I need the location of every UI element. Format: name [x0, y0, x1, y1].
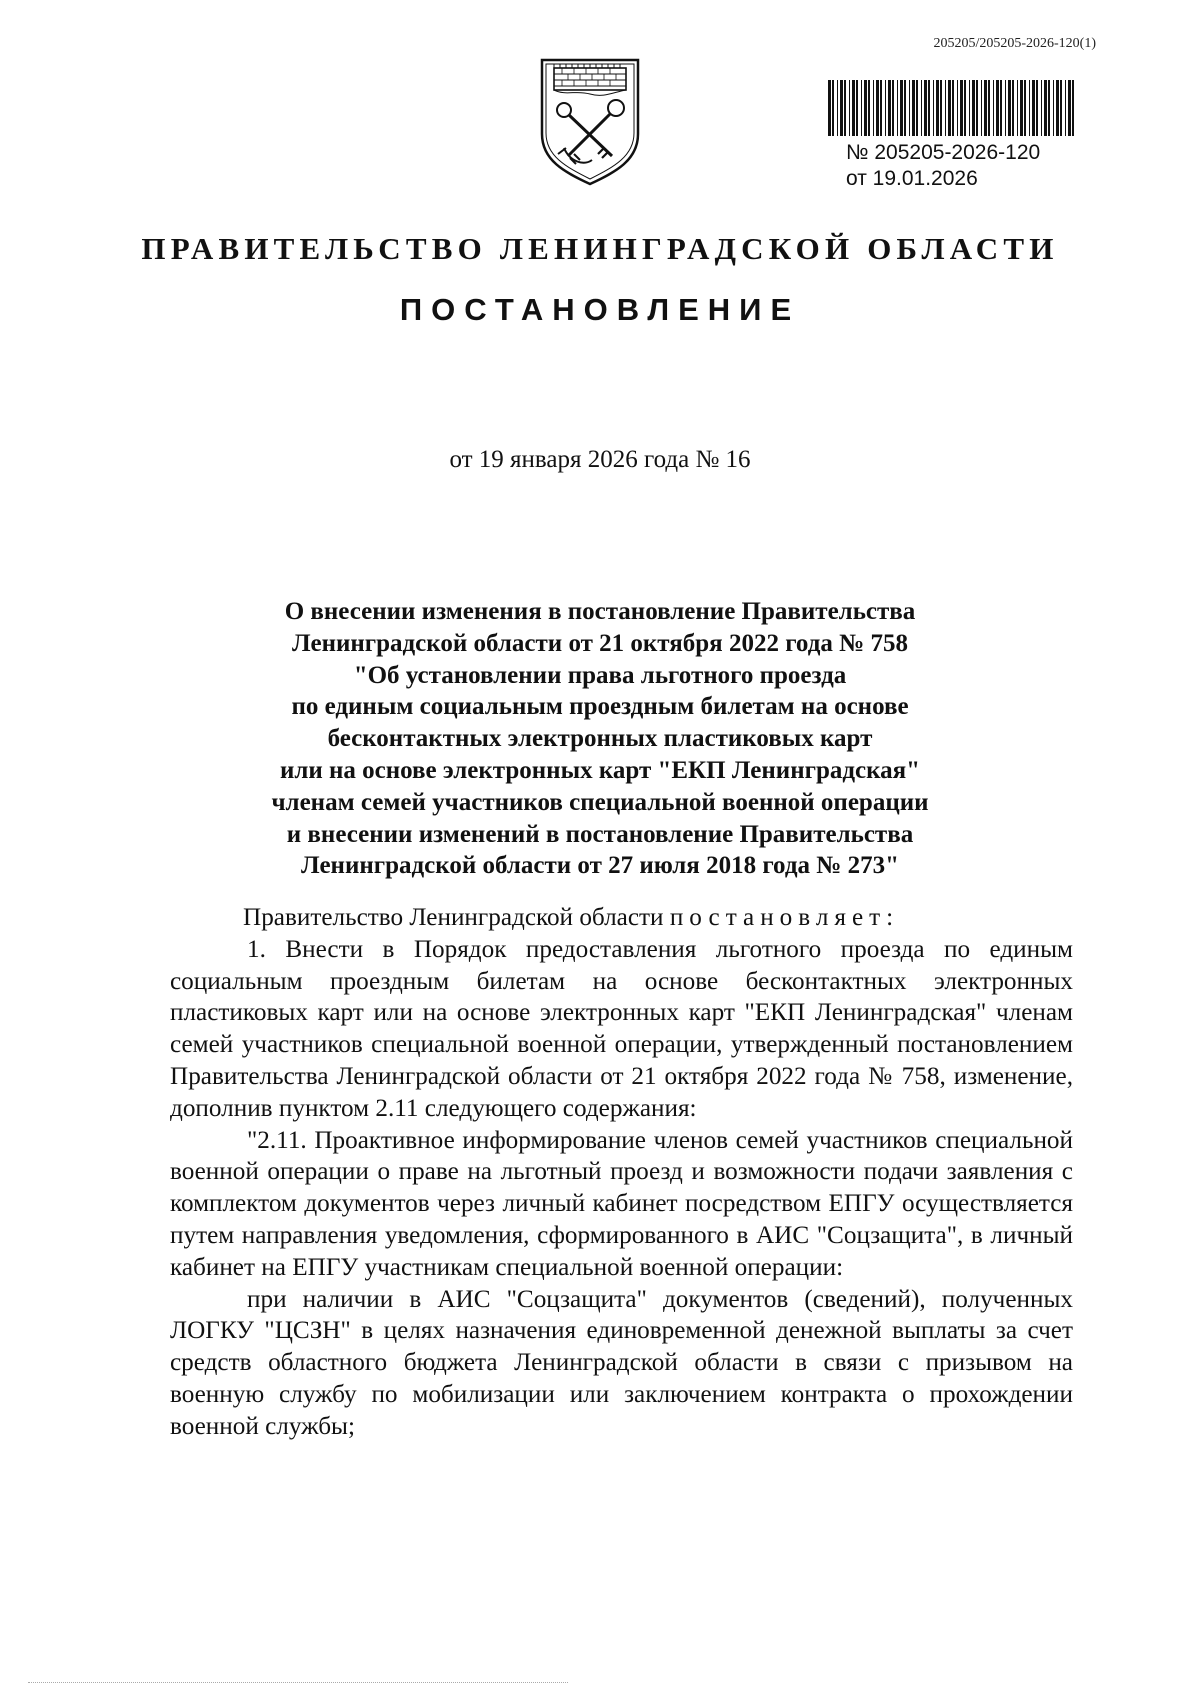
registration-number: № 205205-2026-120	[846, 141, 1041, 164]
paragraph-sub-item: при наличии в АИС "Соцзащита" документов (сведений), полученных ЛОГКУ "ЦСЗН" в целях назначения единовременной денежной выплаты за счет средств областного бюджета Ленинградской области в связи с призывом на военную службу по мобилизации или заключением контракта о прохождении военной службы;	[170, 1285, 1073, 1440]
subject-line: членам семей участников специальной военной операции	[271, 788, 929, 816]
intro-paragraph	[170, 902, 1073, 934]
subject-line: О внесении изменения в постановление Правительства	[284, 598, 916, 625]
paragraph-1: 1. Внести в Порядок предоставления льготного проезда по единым социальным проездным билетам на основе бесконтактных электронных пластиковых карт или на основе электронных карт "ЕКП Ленинградская" членам семей участников специальной военной операции, утвержденный постановлением Правительства Ленинградской области от 21 октября 2022 года № 758, изменение, дополнив пунктом 2.11 следующего содержания:	[170, 935, 1073, 1122]
registration-date: от 19.01.2026	[846, 167, 978, 190]
intro-verb: постановляет:	[669, 904, 900, 931]
subject-line: и внесении изменений в постановление Правительства	[286, 820, 914, 848]
subject-line: или на основе электронных карт "ЕКП Ленинградская"	[279, 756, 921, 784]
document-id: 205205/205205-2026-120(1)	[933, 36, 1096, 51]
barcode	[828, 80, 1080, 136]
subject-line: Ленинградской области от 27 июля 2018 года № 273"	[301, 852, 899, 880]
decree-subject	[230, 596, 970, 882]
paragraph-2-11: "2.11. Проактивное информирование членов семей участников специальной военной операции о праве на льготный проезд и возможности подачи заявления с комплектом документов через личный кабинет посредством ЕПГУ осуществляется путем направления уведомления, сформированного в АИС "Соцзащита", в личный кабинет на ЕПГУ участникам специальной военной операции:	[170, 1126, 1073, 1281]
registration-stamp	[828, 80, 1100, 192]
government-title: ПРАВИТЕЛЬСТВО ЛЕНИНГРАДСКОЙ ОБЛАСТИ	[141, 231, 1059, 266]
subject-line: бесконтактных электронных пластиковых карт	[327, 725, 873, 753]
scan-artifact-line	[28, 1682, 568, 1683]
subject-line: по единым социальным проездным билетам на основе	[291, 693, 909, 721]
subject-line: "Об установлении права льготного проезда	[353, 661, 847, 689]
document-type-heading: ПОСТАНОВЛЕНИЕ	[399, 292, 801, 327]
intro-subject: Правительство Ленинградской области	[243, 904, 664, 931]
decree-body	[170, 902, 1073, 1443]
coat-of-arms-emblem	[536, 56, 644, 188]
subject-line: Ленинградской области от 21 октября 2022 года № 758	[292, 629, 908, 657]
decree-date-line: от 19 января 2026 года № 16	[449, 446, 751, 473]
